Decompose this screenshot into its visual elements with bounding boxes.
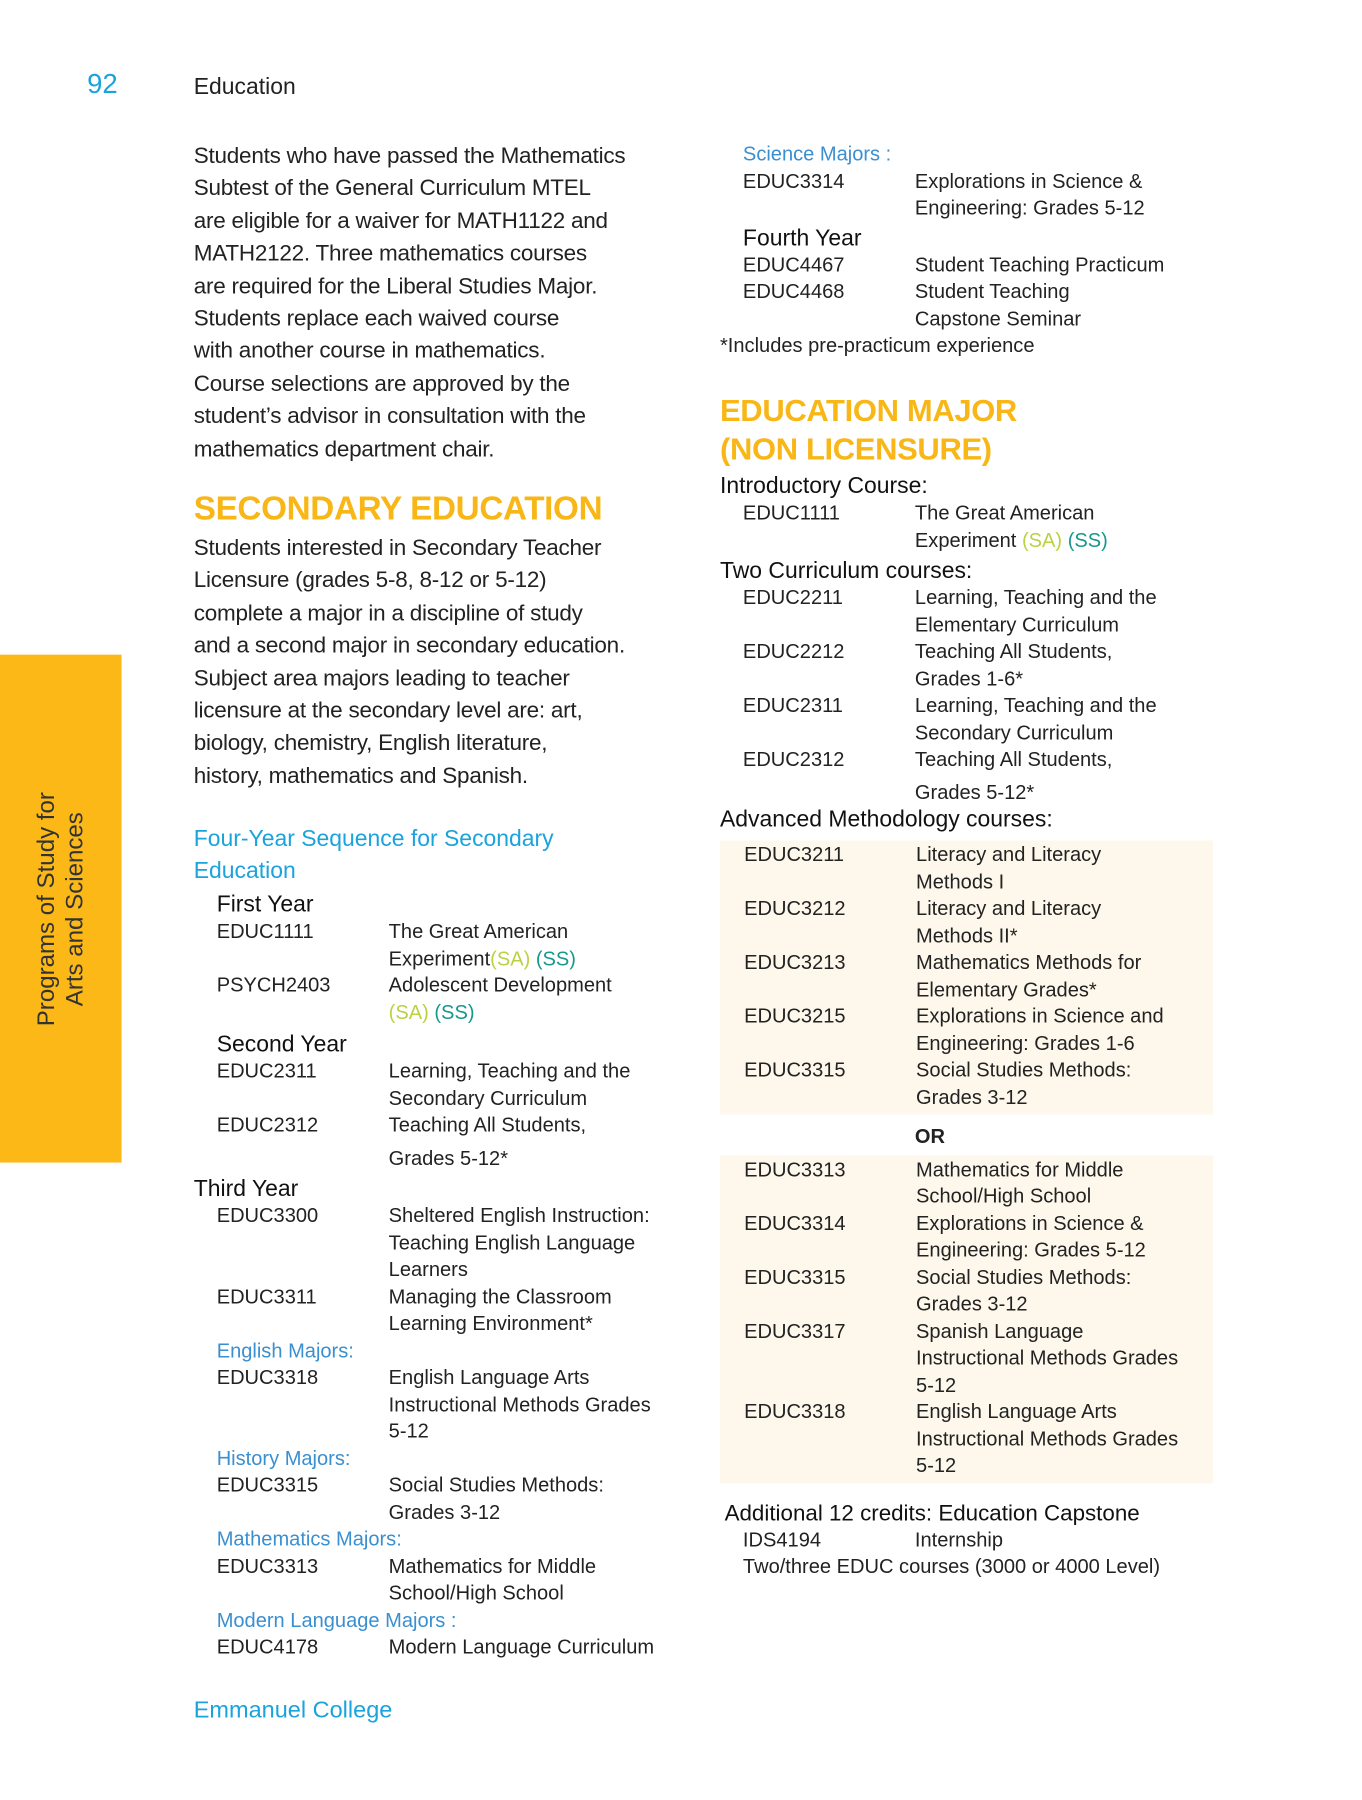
title-text: Literacy and Literacy	[916, 842, 1102, 866]
course-title-line	[389, 999, 612, 1026]
course-title-line	[916, 1030, 1164, 1057]
paragraph-line: Licensure (grades 5-8, 8-12 or 5-12)	[193, 567, 547, 594]
footer-college-name: Emmanuel College	[193, 1696, 393, 1724]
title-text: 5-12	[388, 1419, 429, 1443]
course-title	[916, 1264, 1131, 1318]
course-row	[720, 1156, 1213, 1210]
course-row	[720, 1003, 1213, 1057]
group-heading: Two Curriculum courses:	[720, 558, 973, 584]
course-title-line	[389, 1391, 651, 1418]
course-code: EDUC2312	[742, 747, 845, 771]
course-title-line	[916, 976, 1141, 1003]
title-text: Social Studies Methods:	[916, 1265, 1132, 1289]
course-title-line	[915, 612, 1157, 639]
course-row	[720, 500, 1213, 554]
page-number: 92	[87, 68, 118, 100]
course-title: Internship	[914, 1527, 1004, 1551]
course-title	[916, 842, 1101, 896]
title-text: Adolescent Development	[388, 973, 612, 997]
course-row	[194, 972, 698, 1026]
four-year-sequence-list	[194, 891, 698, 1661]
title-text: Methods II*	[916, 923, 1018, 947]
paragraph-line: mathematics department chair.	[193, 436, 495, 462]
year-heading: Second Year	[216, 1031, 347, 1058]
title-text: Student Teaching Practicum	[914, 252, 1165, 276]
course-code: EDUC3311	[216, 1284, 317, 1308]
course-title	[916, 1210, 1146, 1264]
course-row	[720, 1264, 1213, 1318]
sequence-heading	[194, 823, 554, 887]
title-text: Engineering: Grades 5-12	[914, 196, 1145, 219]
course-title	[389, 1203, 650, 1284]
course-title-line	[915, 666, 1112, 693]
course-row	[720, 1399, 1213, 1480]
course-row	[720, 639, 1213, 693]
course-title	[915, 585, 1157, 639]
course-title	[915, 746, 1112, 773]
sequence-heading-line: Education	[193, 858, 296, 884]
heading-line: EDUCATION MAJOR	[720, 393, 1017, 428]
course-code: PSYCH2403	[216, 973, 331, 997]
course-title-line	[916, 1003, 1164, 1030]
course-code: EDUC3313	[216, 1554, 319, 1578]
title-text: Grades 1-6*	[914, 666, 1024, 690]
course-title	[915, 168, 1145, 222]
course-title-line	[389, 1112, 586, 1139]
course-row	[720, 1057, 1213, 1111]
paragraph-line: with another course in mathematics.	[193, 338, 546, 364]
title-text: Learners	[388, 1257, 468, 1281]
title-text: Literacy and Literacy	[916, 896, 1102, 920]
section-tab-line: Programs of Study for	[33, 792, 60, 1027]
major-label: Science Majors :	[742, 142, 892, 166]
title-text: Learning, Teaching and the	[388, 1059, 631, 1083]
title-text: Instructional Methods Grades	[916, 1345, 1179, 1369]
course-title-line	[389, 1145, 508, 1172]
title-text: School/High School	[916, 1184, 1092, 1208]
course-title-line	[915, 500, 1108, 527]
course-code: EDUC4467	[742, 252, 845, 276]
course-row	[720, 949, 1213, 1003]
course-title-line	[916, 949, 1141, 976]
course-row	[194, 1472, 698, 1526]
title-text: Grades 5-12*	[388, 1145, 509, 1169]
paragraph-line: and a second major in secondary education.	[193, 633, 625, 659]
title-text: Mathematics for Middle	[916, 1157, 1124, 1181]
course-title-line	[389, 1364, 651, 1391]
title-text: Experiment	[388, 946, 491, 970]
title-text: The Great American	[914, 501, 1095, 524]
course-title-line	[389, 1230, 650, 1257]
major-label: Mathematics Majors:	[216, 1527, 402, 1551]
course-row	[194, 1364, 698, 1445]
course-row	[194, 918, 698, 972]
course-title-line	[915, 252, 1164, 279]
title-text: School/High School	[388, 1581, 564, 1604]
title-text: Teaching All Students,	[914, 639, 1113, 663]
course-title-line	[915, 195, 1145, 222]
course-row	[720, 1210, 1213, 1264]
course-title	[916, 1318, 1178, 1399]
course-code: EDUC3215	[744, 1004, 846, 1028]
course-code: EDUC2311	[742, 693, 843, 717]
course-title-line	[916, 842, 1101, 869]
course-row	[720, 585, 1213, 639]
course-title-line	[916, 1156, 1123, 1183]
title-text: Teaching All Students,	[388, 1113, 587, 1137]
paragraph-line: MATH2122. Three mathematics courses	[193, 241, 587, 267]
course-row	[194, 1058, 698, 1112]
paragraph-line: are eligible for a waiver for MATH1122 and	[193, 208, 608, 234]
course-title	[389, 1284, 612, 1338]
science-fourth-year-list	[720, 141, 1213, 359]
course-title	[389, 918, 576, 972]
education-major-heading	[720, 391, 1017, 469]
title-text: Learning, Teaching and the	[914, 693, 1157, 717]
title-text: Mathematics Methods for	[916, 950, 1142, 974]
group-heading: Introductory Course:	[720, 473, 928, 499]
course-code: EDUC3317	[744, 1319, 846, 1342]
title-text: Grades 3-12	[916, 1085, 1028, 1109]
title-text: English Language Arts	[916, 1399, 1117, 1423]
title-text: Learning, Teaching and the	[914, 585, 1157, 609]
course-row	[194, 1553, 698, 1607]
or-label: OR	[914, 1124, 946, 1148]
course-row	[720, 842, 1213, 896]
course-title-line	[389, 1499, 604, 1526]
course-title-line	[389, 1058, 631, 1085]
course-code: EDUC3315	[744, 1058, 846, 1082]
course-title-line	[389, 972, 612, 999]
course-title	[915, 692, 1157, 746]
course-row	[720, 1318, 1213, 1399]
course-code	[743, 779, 915, 806]
course-row	[720, 252, 1213, 279]
course-title-line	[916, 1372, 1178, 1399]
paragraph-line: student’s advisor in consultation with the	[193, 403, 586, 430]
course-row	[720, 168, 1213, 222]
course-code: EDUC2311	[216, 1059, 317, 1083]
title-text: 5-12	[916, 1372, 957, 1396]
section-tab-line: Arts and Sciences	[61, 812, 89, 1007]
title-text: Managing the Classroom	[388, 1284, 612, 1308]
course-title	[389, 972, 612, 1026]
course-title-line	[915, 279, 1081, 306]
course-title	[389, 1553, 596, 1607]
course-title	[915, 252, 1164, 279]
advanced-group-a	[720, 840, 1213, 1114]
course-title-line	[916, 1318, 1178, 1345]
title-text: Explorations in Science &	[914, 169, 1143, 193]
course-code: EDUC3314	[742, 169, 845, 193]
ss-tag: (SS)	[535, 946, 576, 970]
title-text: Mathematics for Middle	[388, 1554, 597, 1578]
capstone-course	[720, 1527, 1213, 1581]
course-title-line	[389, 1257, 650, 1284]
title-text: Student Teaching	[914, 279, 1070, 303]
title-text: Spanish Language	[916, 1319, 1084, 1342]
course-code: EDUC3213	[744, 950, 846, 974]
course-title-line	[389, 1085, 631, 1112]
course-code: EDUC3313	[744, 1157, 846, 1181]
course-code: EDUC2211	[742, 585, 843, 609]
intro-paragraph	[194, 140, 698, 466]
course-row	[720, 895, 1213, 949]
course-title-line	[916, 1057, 1131, 1084]
capstone-note: Two/three EDUC courses (3000 or 4000 Level)	[742, 1554, 1161, 1578]
title-text: Secondary Curriculum	[388, 1086, 588, 1110]
course-title	[915, 500, 1108, 554]
course-title	[389, 1472, 604, 1526]
course-code: IDS4194	[742, 1527, 822, 1551]
title-text: Secondary Curriculum	[914, 720, 1114, 744]
paragraph-line: Subject area majors leading to teacher	[193, 665, 570, 691]
title-text: The Great American	[388, 919, 569, 943]
course-title	[389, 1145, 508, 1172]
course-code: EDUC2212	[742, 639, 845, 663]
course-title-line	[389, 1203, 650, 1230]
group-heading: Advanced Methodology courses:	[720, 807, 1053, 833]
course-title	[916, 1399, 1178, 1480]
course-code: EDUC1111	[216, 919, 314, 943]
ss-tag: (SS)	[434, 1000, 475, 1024]
course-row	[194, 1112, 698, 1139]
sa-tag: (SA)	[388, 1000, 429, 1024]
paragraph-line: Course selections are approved by the	[193, 371, 570, 397]
course-title	[916, 895, 1101, 949]
course-title-line	[916, 895, 1101, 922]
course-title	[389, 1364, 651, 1445]
course-title-line	[916, 922, 1101, 949]
course-title-line	[389, 1634, 654, 1661]
paragraph-line: biology, chemistry, English literature,	[193, 730, 548, 757]
title-text: Sheltered English Instruction:	[388, 1203, 650, 1227]
course-title-line	[916, 1210, 1146, 1237]
course-title-line	[916, 1345, 1178, 1372]
paragraph-line: complete a major in a discipline of study	[193, 600, 583, 626]
course-title	[916, 1057, 1131, 1111]
title-text: Instructional Methods Grades	[916, 1426, 1179, 1450]
title-text: Modern Language Curriculum	[388, 1634, 655, 1658]
paragraph-line: Students who have passed the Mathematics	[193, 143, 626, 169]
paragraph-line: Students interested in Secondary Teacher	[193, 535, 602, 561]
advanced-group-b	[720, 1155, 1213, 1483]
course-title	[389, 1634, 654, 1661]
course-title	[389, 1112, 586, 1139]
course-title-line	[389, 1418, 651, 1445]
paragraph-line: Subtest of the General Curriculum MTEL	[193, 175, 591, 202]
title-text: Learning Environment*	[388, 1311, 593, 1335]
course-code: EDUC4468	[742, 279, 845, 303]
course-row	[720, 692, 1213, 746]
course-title-line	[915, 719, 1157, 746]
course-title-line	[916, 1183, 1123, 1210]
course-title-line	[915, 306, 1081, 333]
title-text: Elementary Curriculum	[914, 612, 1119, 636]
running-header: Education	[193, 74, 296, 100]
course-row	[720, 746, 1213, 773]
secondary-paragraph	[194, 532, 698, 793]
course-code: EDUC3211	[744, 842, 845, 866]
title-text: Engineering: Grades 5-12	[916, 1238, 1146, 1262]
title-text: Engineering: Grades 1-6	[916, 1031, 1135, 1055]
course-title	[916, 1003, 1164, 1057]
paragraph-line: licensure at the secondary level are: art,	[193, 698, 583, 724]
course-row	[194, 1203, 698, 1284]
title-text: Grades 5-12*	[914, 780, 1035, 804]
course-title	[916, 1156, 1123, 1210]
ss-tag: (SS)	[1067, 527, 1108, 551]
footnote: *Includes pre-practicum experience	[720, 333, 1035, 357]
course-title-line	[916, 1426, 1178, 1453]
title-text: 5-12	[916, 1453, 957, 1477]
course-title-line	[915, 639, 1112, 666]
non-licensure-column	[720, 472, 1213, 1580]
sequence-heading-line: Four-Year Sequence for Secondary	[193, 826, 554, 852]
paragraph-line: are required for the Liberal Studies Major.	[193, 273, 598, 299]
course-title-line	[916, 1453, 1178, 1480]
title-text: Instructional Methods Grades	[388, 1392, 651, 1416]
major-label: Modern Language Majors :	[216, 1607, 457, 1631]
year-heading: Fourth Year	[742, 225, 862, 251]
paragraph-line: Students replace each waived course	[193, 306, 560, 332]
course-title-line	[915, 692, 1157, 719]
course-row	[720, 279, 1213, 333]
heading-line: (NON LICENSURE)	[720, 432, 992, 467]
course-title-line	[389, 918, 576, 945]
section-tab	[0, 655, 122, 1163]
course-code: EDUC3212	[744, 896, 846, 920]
secondary-education-heading: SECONDARY EDUCATION	[193, 490, 603, 528]
course-title-line	[916, 1084, 1131, 1111]
course-title-line	[916, 1399, 1178, 1426]
course-title-line	[915, 585, 1157, 612]
title-text: Teaching English Language	[388, 1230, 636, 1254]
course-code: EDUC3314	[744, 1211, 846, 1235]
sa-tag: (SA)	[1021, 527, 1063, 551]
year-heading: Third Year	[193, 1176, 299, 1202]
course-title-line	[389, 1284, 612, 1311]
course-code: EDUC3318	[744, 1399, 846, 1423]
course-row	[194, 1284, 698, 1338]
title-text: Grades 3-12	[388, 1500, 501, 1524]
course-code: EDUC3300	[216, 1203, 319, 1227]
course-title	[389, 1058, 631, 1112]
course-code: EDUC3315	[216, 1473, 319, 1497]
course-title	[915, 639, 1112, 693]
course-code: EDUC3315	[744, 1265, 846, 1289]
course-row	[720, 779, 1213, 806]
course-title	[915, 279, 1081, 333]
non-licensure-list	[720, 472, 1213, 833]
course-title-line	[915, 746, 1112, 773]
course-title	[915, 779, 1034, 806]
title-text: Social Studies Methods:	[388, 1473, 604, 1497]
course-title-line	[389, 1553, 596, 1580]
title-text: Experiment	[914, 527, 1017, 551]
year-heading: First Year	[216, 891, 314, 918]
title-text: English Language Arts	[388, 1365, 590, 1389]
course-code	[217, 1145, 389, 1172]
course-title-line	[916, 1237, 1146, 1264]
course-row	[194, 1634, 698, 1661]
course-title-line	[389, 1310, 612, 1337]
course-code: EDUC4178	[216, 1634, 319, 1658]
course-title-line	[389, 945, 576, 972]
course-title-line	[916, 868, 1101, 895]
course-code: EDUC3318	[216, 1365, 319, 1389]
title-text: Grades 3-12	[916, 1292, 1028, 1316]
course-code: EDUC2312	[216, 1113, 319, 1137]
title-text: Elementary Grades*	[916, 977, 1097, 1001]
title-text: Social Studies Methods:	[916, 1058, 1132, 1082]
title-text: Methods I	[916, 869, 1005, 893]
title-text: Explorations in Science &	[916, 1211, 1144, 1235]
course-title-line	[916, 1291, 1131, 1318]
section-tab-label	[32, 792, 89, 1026]
course-title-line	[915, 527, 1108, 554]
major-label: History Majors:	[216, 1446, 351, 1470]
course-title-line	[916, 1264, 1131, 1291]
course-title-line	[915, 168, 1145, 195]
title-text: Explorations in Science and	[916, 1004, 1164, 1028]
major-label: English Majors:	[216, 1338, 354, 1362]
course-title-line	[915, 779, 1034, 806]
course-code: EDUC1111	[742, 501, 840, 524]
course-title-line	[389, 1472, 604, 1499]
title-text: Capstone Seminar	[914, 306, 1082, 330]
sa-tag: (SA)	[490, 946, 531, 970]
course-title-line	[389, 1580, 596, 1607]
title-text: Teaching All Students,	[914, 747, 1113, 771]
capstone-heading: Additional 12 credits: Education Capstone	[724, 1500, 1140, 1526]
paragraph-line: history, mathematics and Spanish.	[193, 763, 528, 789]
course-row	[194, 1145, 698, 1172]
course-title	[916, 949, 1141, 1003]
